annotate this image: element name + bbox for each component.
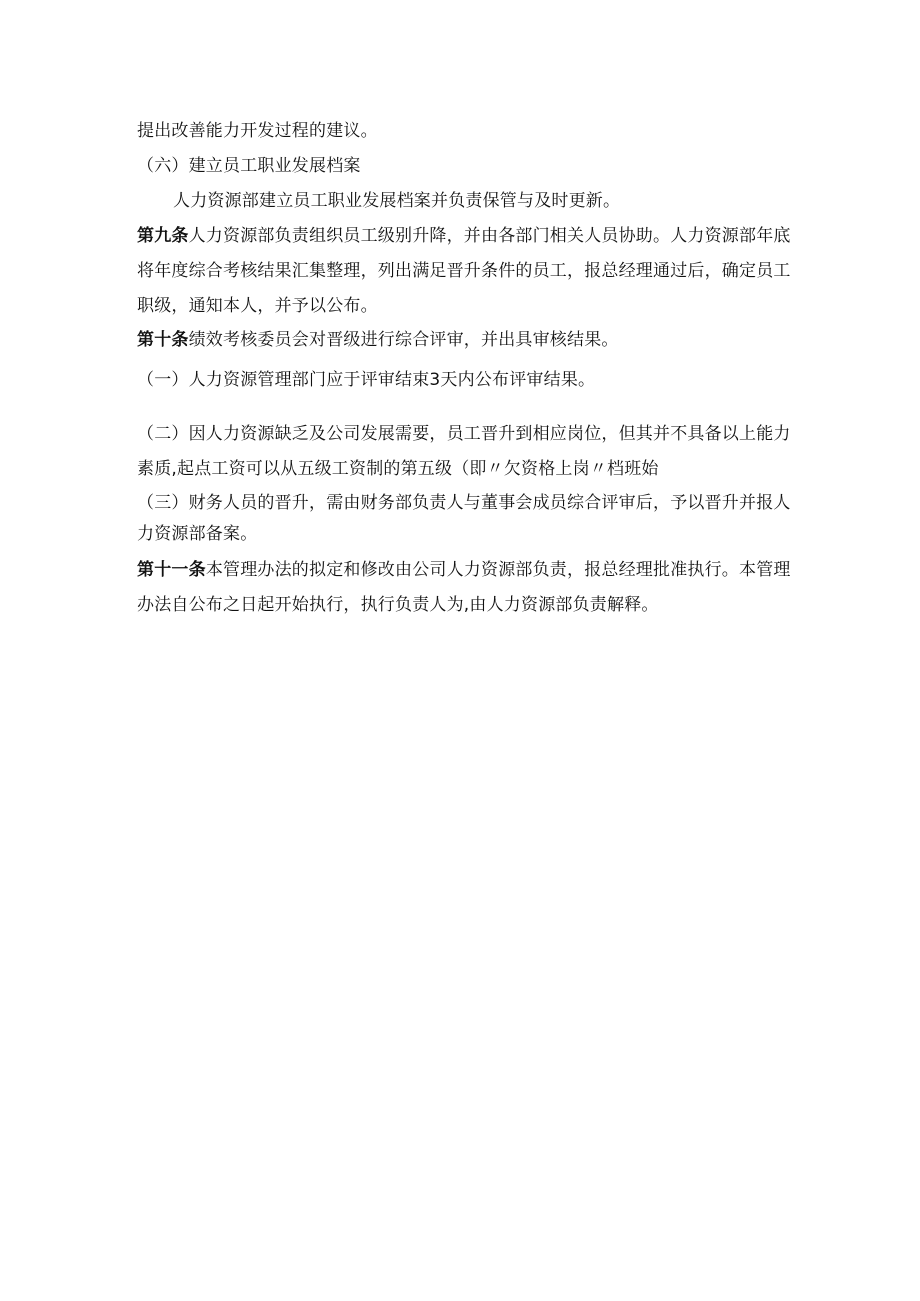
article-eleven-label: 第十一条 <box>137 560 206 580</box>
article-ten-label: 第十条 <box>137 330 189 350</box>
paragraph-line: 提出改善能力开发过程的建议。 <box>137 121 378 141</box>
item-two-line-2: 素质,起点工资可以从五级工资制的第五级（即〃欠资格上岗〃档班始 <box>137 459 659 479</box>
item-three-line-2: 力资源部备案。 <box>137 524 258 544</box>
section-heading-six: （六）建立员工职业发展档案 <box>137 156 361 176</box>
article-ten-line <box>137 328 787 352</box>
item-two-line-1: （二）因人力资源缺乏及公司发展需要，员工晋升到相应岗位，但其并不具备以上能力 <box>137 424 791 444</box>
paragraph-line: 人力资源部建立员工职业发展档案并负责保管与及时更新。 <box>173 191 621 211</box>
article-ten-text: 绩效考核委员会对晋级进行综合评审，并出具审核结果。 <box>188 330 619 350</box>
item-three-line-1: （三）财务人员的晋升，需由财务部负责人与董事会成员综合评审后，予以晋升并报人 <box>137 493 791 513</box>
article-nine-line-1 <box>137 224 791 248</box>
article-nine-label: 第九条 <box>137 226 189 246</box>
article-nine-line-3: 职级，通知本人，并予以公布。 <box>137 296 378 316</box>
article-eleven-line-2: 办法自公布之日起开始执行，执行负责人为,由人力资源部负责解释。 <box>137 595 659 615</box>
item-one-line: （一）人力资源管理部门应于评审结束3天内公布评审结果。 <box>137 370 596 390</box>
article-eleven-text: 本管理办法的拟定和修改由公司人力资源部负责，报总经理批准执行。本管理 <box>205 560 791 580</box>
article-nine-text: 人力资源部负责组织员工级别升降，并由各部门相关人员协助。人力资源部年底 <box>188 226 791 246</box>
article-nine-line-2: 将年度综合考核结果汇集整理，列出满足晋升条件的员工，报总经理通过后，确定员工 <box>137 261 791 281</box>
article-eleven-line-1 <box>137 558 791 582</box>
